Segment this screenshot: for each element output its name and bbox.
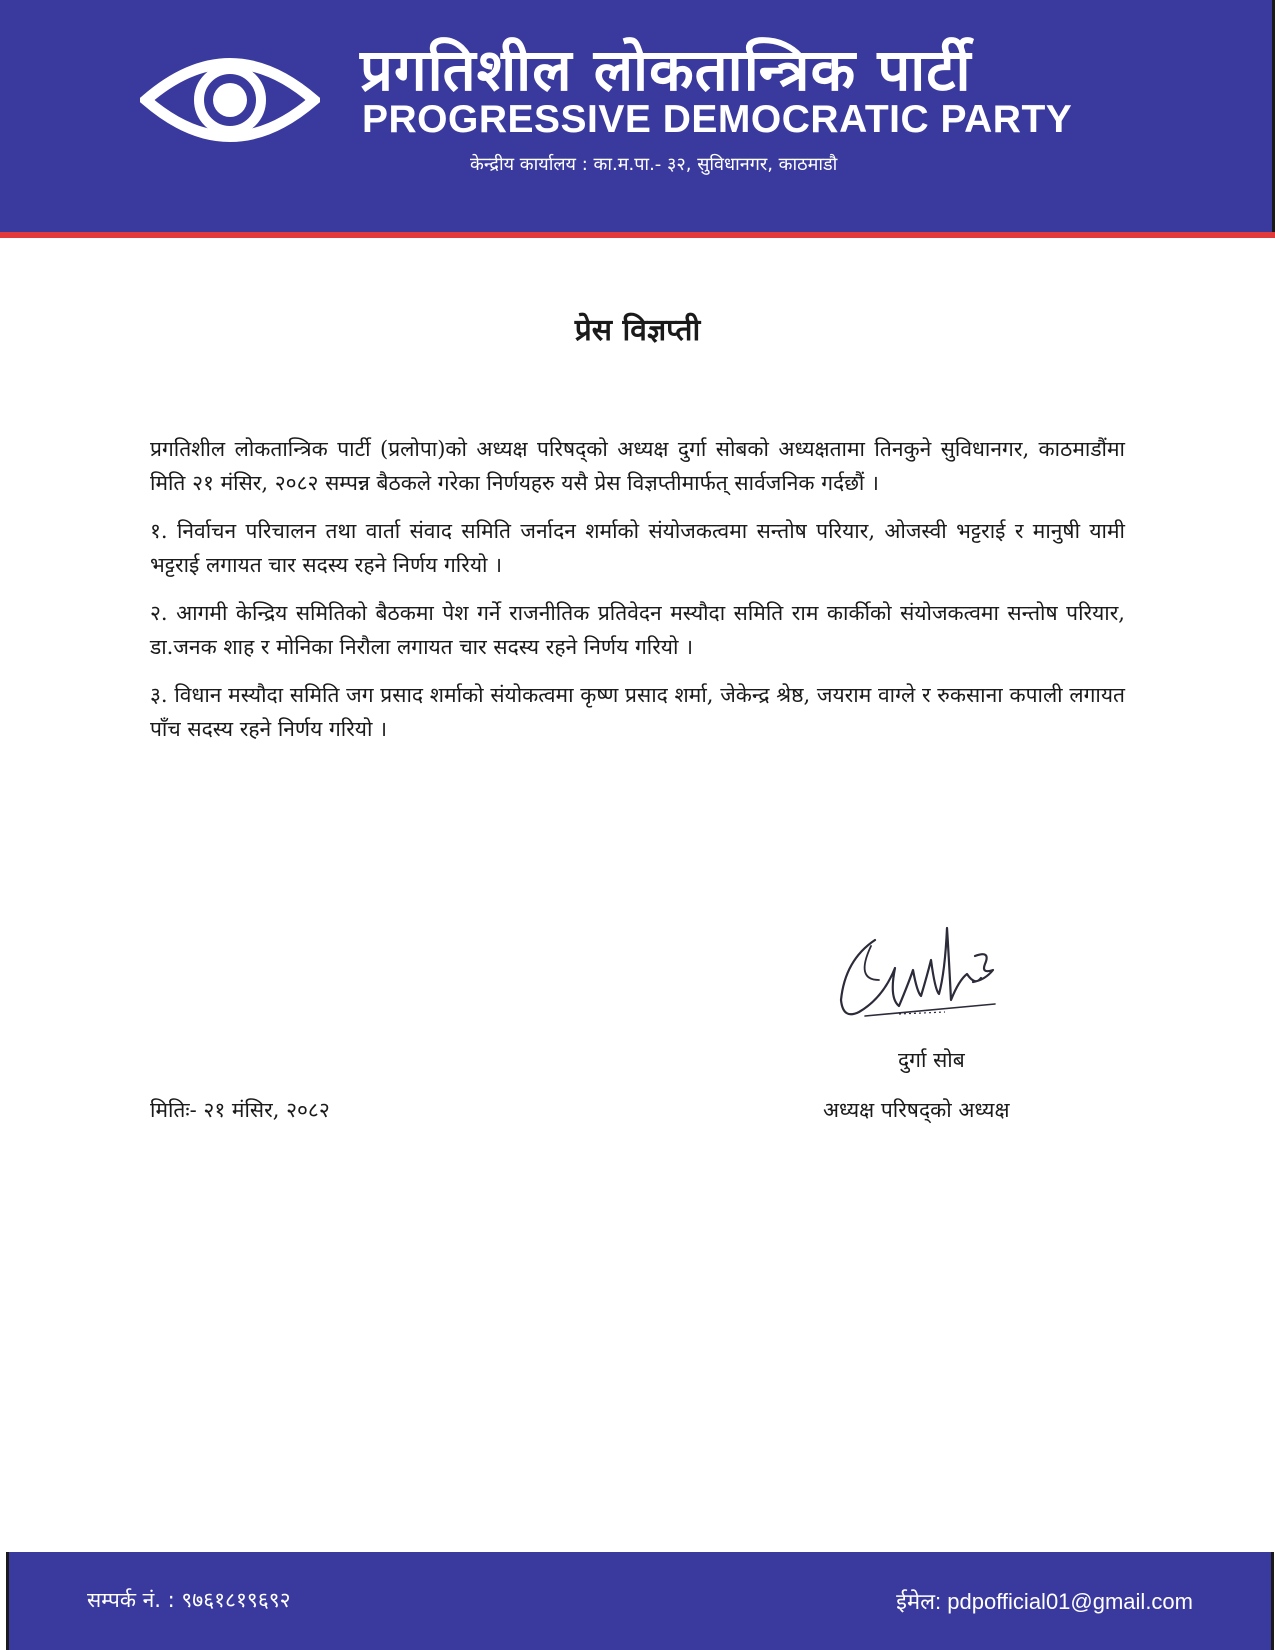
office-address: केन्द्रीय कार्यालय : का.म.पा.- ३२, सुविधानगर, काठमाडौ [470, 154, 838, 175]
document-title: प्रेस विज्ञप्ती [574, 313, 701, 348]
header-divider-stripe [0, 232, 1275, 238]
eye-icon [140, 45, 320, 155]
letterhead-footer [6, 1552, 1274, 1650]
decision-item-3: ३. विधान मस्यौदा समिति जग प्रसाद शर्माको संयोकत्वमा कृष्ण प्रसाद शर्मा, जेकेन्द्र श्रेष्ठ, जयराम वाग्ले र रुकसाना कपाली लगायत पाँच सदस्य रहने निर्णय गरियो । [150, 683, 1125, 741]
party-name-nepali: प्रगतिशील लोकतान्त्रिक पार्टी [360, 36, 972, 104]
document-body [150, 432, 1125, 760]
document-date: मितिः- २१ मंसिर, २०८२ [150, 1098, 330, 1122]
decision-item-2: २. आगमी केन्द्रिय समितिको बैठकमा पेश गर्ने राजनीतिक प्रतिवेदन मस्यौदा समिति राम कार्कीको संयोजकत्वमा सन्तोष परियार, डा.जनक शाह र मोनिका निरौला लगायत चार सदस्य रहने निर्णय गरियो । [150, 601, 1125, 659]
letterhead-header [0, 0, 1275, 232]
intro-paragraph: प्रगतिशील लोकतान्त्रिक पार्टी (प्रलोपा)को अध्यक्ष परिषद्को अध्यक्ष दुर्गा सोबको अध्यक्षतामा तिनकुने सुविधानगर, काठमाडौंमा मिति २१ मंसिर, २०८२ सम्पन्न बैठकले गरेका निर्णयहरु यसै प्रेस विज्ञप्तीमार्फत् सार्वजनिक गर्दछौं । [150, 437, 1125, 495]
contact-email: ईमेल: pdpofficial01@gmail.com [896, 1589, 1193, 1614]
signer-title: अध्यक्ष परिषद्को अध्यक्ष [823, 1098, 1010, 1122]
contact-phone: सम्पर्क नं. : ९७६१८१९६९२ [87, 1588, 291, 1612]
decision-item-1: १. निर्वाचन परिचालन तथा वार्ता संवाद समिति जर्नादन शर्माको संयोजकत्वमा सन्तोष परियार, ओजस्वी भट्टराई र मानुषी यामी भट्टराई लगायत चार सदस्य रहने निर्णय गरियो । [150, 519, 1125, 577]
handwritten-signature [835, 920, 1015, 1040]
signer-name: दुर्गा सोब [898, 1048, 965, 1072]
party-name-english: PROGRESSIVE DEMOCRATIC PARTY [362, 98, 1073, 141]
